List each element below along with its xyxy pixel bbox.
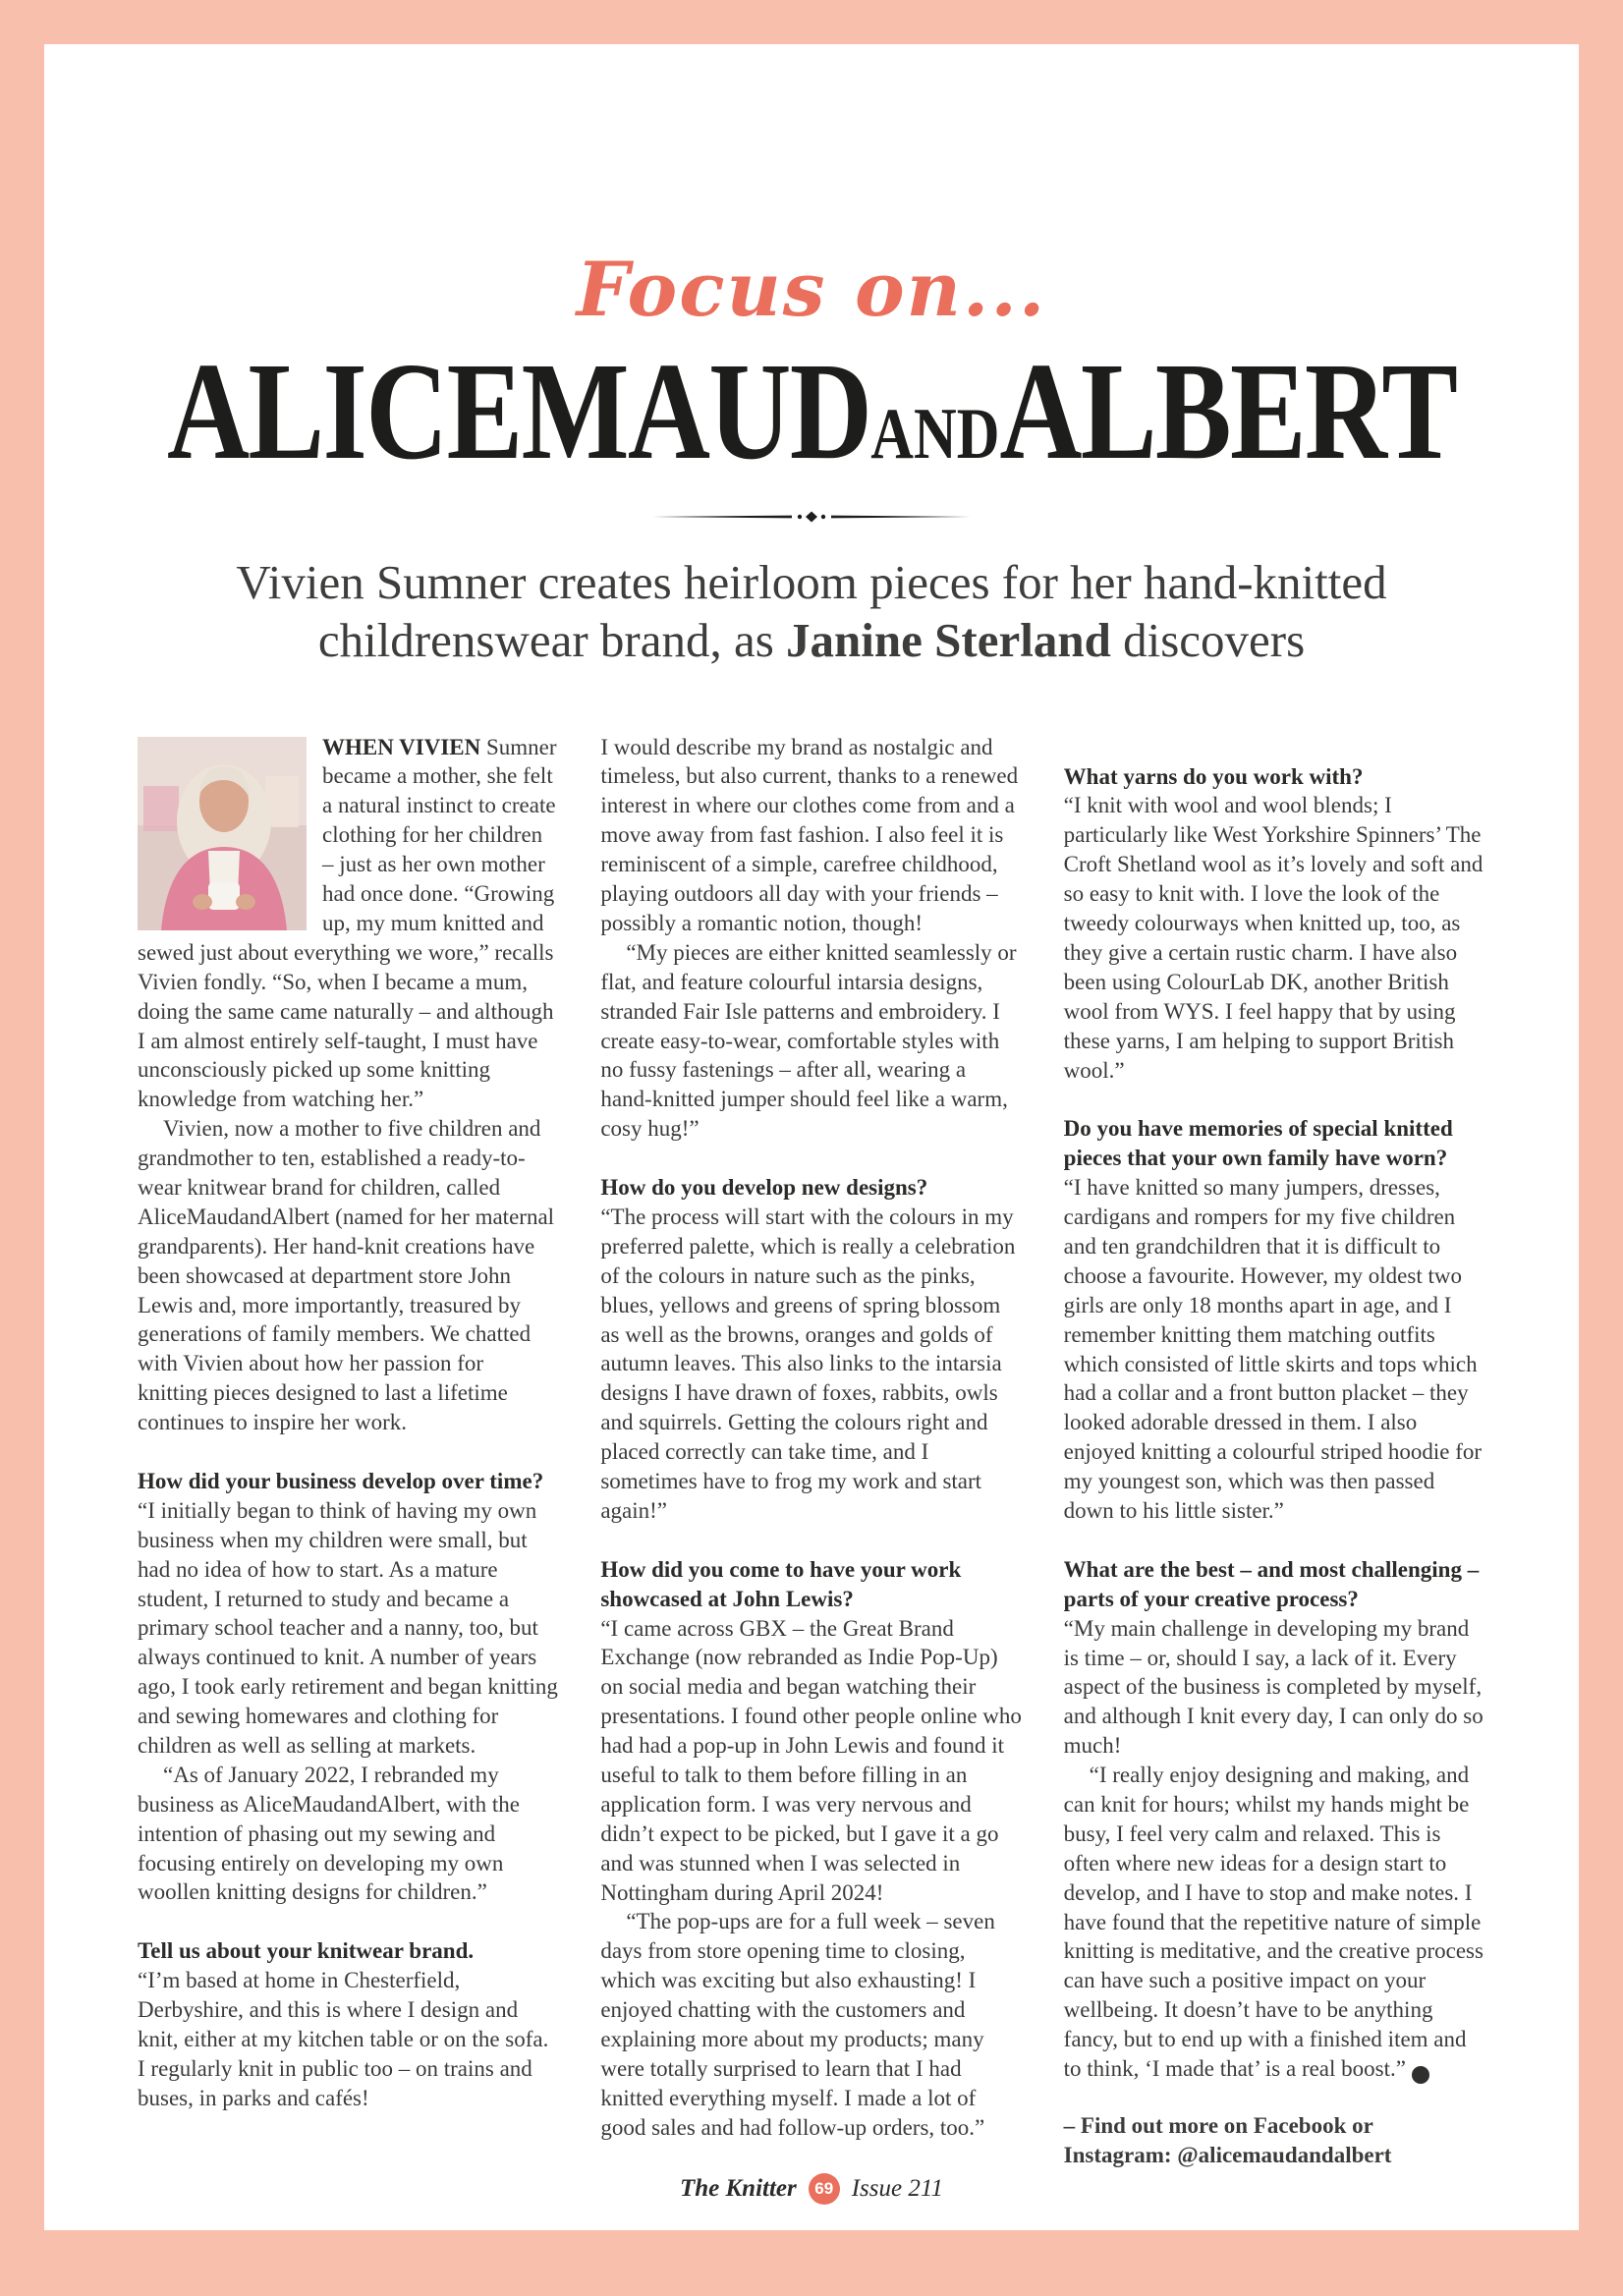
question-heading: What are the best – and most challenging – parts of your creative process? (1063, 1556, 1480, 1611)
title-part-2: ALBERT (999, 333, 1457, 488)
standfirst-text: Vivien Sumner creates heirloom pieces for her hand-knitted childrenswear brand, as (236, 555, 1387, 667)
author-name: Janine Sterland (786, 612, 1111, 667)
page-sheet (44, 44, 1579, 2230)
vivien-photo (138, 737, 307, 930)
vivien-photo-graphic (138, 737, 307, 930)
standfirst-text-end: discovers (1110, 612, 1306, 667)
paragraph: “My pieces are either knitted seamlessly or flat, and feature colourful intarsia designs, stranded Fair Isle patterns and embroidery. I create easy-to-wear, comfortable styles with no fussy fastenings – after all, wearing a hand-knitted jumper should feel like a warm, cosy hug!” (600, 939, 1017, 1142)
ornament-divider (644, 510, 979, 529)
question-heading: How do you develop new designs? (600, 1175, 928, 1201)
title-part-1: ALICEMAUD (166, 333, 871, 488)
article-title (166, 333, 1457, 488)
divider-graphic (644, 510, 979, 524)
article-column-1 (138, 733, 559, 2170)
end-mark-icon: + (1412, 2066, 1429, 2084)
question-heading: Do you have memories of special knitted pieces that your own family have worn? (1063, 1116, 1453, 1171)
paragraph: “I really enjoy designing and making, and can knit for hours; whilst my hands might be busy, I feel very calm and relaxed. This is often where new ideas for a design start to develop, and I have to stop and make notes. I have found that the repetitive nature of simple knitting is meditative, and the creative process can have such a positive impact on your wellbeing. It doesn’t have to be anything fancy, but to end up with a finished item and to think, ‘I made that’ is a real boost.” + (1063, 1763, 1483, 2082)
paragraph: “The pop-ups are for a full week – seven days from store opening time to closing, which was exciting but also exhausting! I enjoyed chatting with the customers and explaining more about my products; many were totally surprised to learn that I had knitted everything myself. I made a lot of good sales and had follow-up orders, too.” (600, 1909, 995, 2140)
lead-in: WHEN VIVIEN (322, 734, 481, 759)
question-heading: Tell us about your knitwear brand. (138, 1938, 475, 1964)
question-heading: How did you come to have your work showcased at John Lewis? (600, 1556, 962, 1611)
title-and: AND (870, 393, 1000, 474)
question-heading: How did your business develop over time? (138, 1468, 544, 1493)
magazine-name: The Knitter (679, 2175, 797, 2202)
paragraph: “I’m based at home in Chesterfield, Derbyshire, and this is where I design and knit, either at my kitchen table or on the sofa. I regularly knit in public too – on trains and buses, in parks and cafés! (138, 1968, 549, 2110)
article-column-3 (1064, 733, 1485, 2170)
kicker-script: Focus on... (576, 246, 1047, 333)
paragraph: “My main challenge in developing my brand is time – or, should I say, a lack of it. Every aspect of the business is completed by myself, and although I knit every day, I can only do so much! (1063, 1615, 1483, 1759)
article-body (138, 733, 1485, 2170)
question-heading: What yarns do you work with? (1063, 763, 1364, 789)
paragraph: I would describe my brand as nostalgic and timeless, but also current, thanks to a renewed interest in where our clothes come from and a move away from fast fashion. I also feel it is reminiscent of a simple, carefree childhood, playing outdoors all day with your friends – possibly a romantic notion, though! (600, 734, 1019, 935)
paragraph: “I came across GBX – the Great Brand Exchange (now rebranded as Indie Pop-Up) on social media and began watching their presentations. I found other people online who had had a pop-up in John Lewis and found it useful to talk to them before filling in an application form. I was very nervous and didn’t expect to be picked, but I gave it a go and was stunned when I was selected in Nottingham during April 2024! (600, 1615, 1022, 1905)
paragraph: “I knit with wool and wool blends; I particularly like West Yorkshire Spinners’ The Croft Shetland wool as it’s lovely and soft and so easy to knit with. I love the look of the tweedy colourways when knitted up, too, as they give a certain rustic charm. I have also been using ColourLab DK, another British wool from WYS. I feel happy that by using these yarns, I am helping to support British wool.” (1063, 793, 1483, 1083)
paragraph: WHEN VIVIEN Sumner became a mother, she felt a natural instinct to create clothing for her children – just as her own mother had once done. “Growing up, my mum knitted and sewed just about everything we wore,” recalls Vivien fondly. “So, when I became a mum, doing the same came naturally – and although I am almost entirely self-taught, I must have unconsciously picked up some knitting knowledge from watching her.” (138, 734, 557, 1112)
paragraph: “The process will start with the colours in my preferred palette, which is really a celebration of the colours in nature such as the pinks, blues, yellows and greens of spring blossom as well as the browns, oranges and golds of autumn leaves. This also links to the intarsia designs I have drawn of foxes, rabbits, owls and squirrels. Getting the colours right and placed correctly can take time, and I sometimes have to frog my work and start again!” (600, 1204, 1016, 1523)
signoff: – Find out more on Facebook or Instagram: @alicemaudandalbert (1063, 2113, 1392, 2167)
paragraph: “As of January 2022, I rebranded my business as AliceMaudandAlbert, with the intention of phasing out my sewing and focusing entirely on developing my own woollen knitting designs for children.” (138, 1762, 521, 1905)
issue-number: Issue 211 (851, 2175, 944, 2202)
page-footer (680, 2173, 943, 2205)
page-number-badge: 69 (809, 2173, 840, 2205)
paragraph: “I initially began to think of having my own business when my children were small, but had no idea of how to start. As a mature student, I returned to study and became a primary school teacher and a nanny, too, but always continued to knit. A number of years ago, I took early retirement and began knitting and sewing homewares and clothing for children as well as selling at markets. (138, 1497, 558, 1758)
paragraph: “I have knitted so many jumpers, dresses, cardigans and rompers for my five children and ten grandchildren that it is difficult to choose a favourite. However, my oldest two girls are only 18 months apart in age, and I remember knitting them matching outfits which consisted of little skirts and tops which had a collar and a front button placket – they looked adorable dressed in them. I also enjoyed knitting a colourful striped hoodie for my youngest son, which was then passed down to his little sister.” (1063, 1175, 1483, 1523)
article-column-2 (600, 733, 1022, 2170)
paragraph: Vivien, now a mother to five children and grandmother to ten, established a ready-to-wear knitwear brand for children, called AliceMaudandAlbert (named for her maternal grandparents). Her hand-knit creations have been showcased at department store John Lewis and, more importantly, treasured by generations of family members. We chatted with Vivien about how her passion for knitting pieces designed to last a lifetime continues to inspire her work. (138, 1116, 555, 1435)
standfirst (207, 554, 1416, 670)
